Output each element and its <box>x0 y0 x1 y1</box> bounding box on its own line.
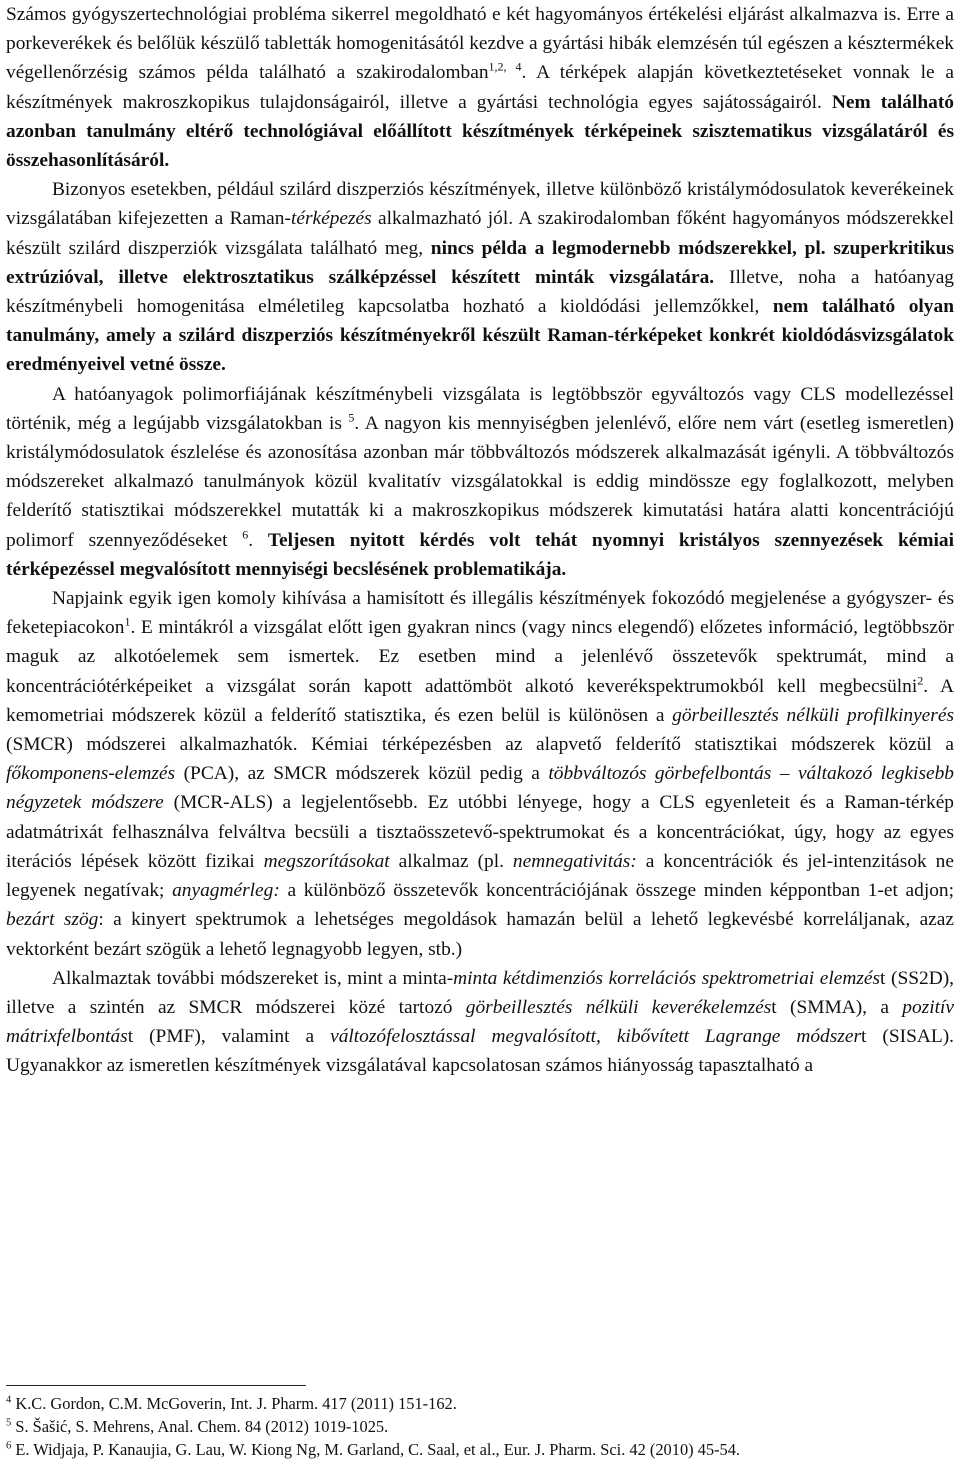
italic-term: változófelosztással megvalósított, kibővített Lagrange módszer <box>330 1026 861 1048</box>
text-run: t (SMMA), a <box>771 996 903 1018</box>
footnote-number: 6 <box>6 1440 12 1452</box>
text-run: . A térképek alapján következtetéseket vonnak le a készítmények makroszkopikus tulajdonságairól, illetve a gyártási technológia egyes sajátosságairól. <box>6 62 955 113</box>
text-run: alkalmaz (pl. <box>389 850 513 872</box>
text-run: . A nagyon kis mennyiségben jelenlévő, előre nem várt (esetleg ismeretlen) kristálymódosulatok észlelése és azonosítása azonban már többváltozós módszerek alkalmazását igényli. A többváltozós módszereket alkalmazó tanulmányok közül kvalitatív vizsgálatokkal is eddig mindössze egy foglalkozott, melyben felderítő statisztikai módszerekkel mutatták ki a makroszkopikus módszerek kimutatási határa alatti koncentrációjú polimorf szennyeződéseket <box>6 412 954 551</box>
italic-term: térképezés <box>290 208 372 230</box>
text-run: t (SISAL). Ugyanakkor az ismeretlen készítmények vizsgálatával kapcsolatosan számos hiányosság tapasztalható a <box>6 1026 955 1077</box>
text-run: . E mintákról a vizsgálat előtt igen gyakran nincs (vagy nincs elegendő) előzetes információ, legtöbbször maguk az alkotóelemek sem ismertek. Ez esetben mind a jelenlévő összetevők spektrumát, mind a koncentrációtérképeiket a vizsgálat során kapott adattömböt alkotó keverékspektrumokból kell megbecsülni <box>6 617 954 697</box>
citation-ref: 6 <box>242 527 249 542</box>
italic-term: megszorításokat <box>263 850 390 872</box>
text-run: . A kemometriai módszerek közül a felderítő statisztika, és ezen belül is különösen a <box>6 675 954 726</box>
italic-term: bezárt szög <box>6 909 99 931</box>
footnote-text: K.C. Gordon, C.M. McGoverin, Int. J. Pharm. 417 (2011) 151-162. <box>15 1394 457 1413</box>
italic-term: görbeillesztés nélküli profilkinyerés <box>672 704 954 726</box>
text-run: (PCA), az SMCR módszerek közül pedig a <box>175 763 549 785</box>
bold-text: Teljesen nyitott kérdés volt tehát nyomnyi kristályos szennyezések kémiai térképezéssel megvalósított mennyiségi becslésének problematikája. <box>6 529 954 580</box>
paragraph <box>6 964 954 1081</box>
text-run: t (PMF), valamint a <box>127 1026 331 1048</box>
citation-ref: 2 <box>917 673 924 688</box>
text-run: Napjaink egyik igen komoly kihívása a hamisított és illegális készítmények fokozódó megjelenése a gyógyszer- és feketepiacokon <box>6 588 954 639</box>
footnote <box>6 1438 954 1461</box>
text-run: A hatóanyagok polimorfiájának készítménybeli vizsgálata is legtöbbször egyváltozós vagy CLS modellezéssel történik, még a legújabb vizsgálatokban is <box>6 383 954 434</box>
footnote <box>6 1392 954 1415</box>
footnote-number: 5 <box>6 1417 12 1429</box>
italic-term: főkomponens-elemzés <box>6 763 176 785</box>
text-run: t (SS2D), illetve a szintén az SMCR módszerei közé tartozó <box>6 967 955 1018</box>
paragraph <box>6 380 954 584</box>
text-run: : a kinyert spektrumok a lehetséges megoldások hamazán belül a lehető legkevésbé korreláljanak, azaz vektorként bezárt szögük a lehető legnagyobb legyen, stb.) <box>6 909 955 960</box>
italic-term: pozitív mátrixfelbontás <box>6 996 954 1048</box>
footnote-text: S. Šašić, S. Mehrens, Anal. Chem. 84 (2012) 1019-1025. <box>15 1417 389 1437</box>
body-text <box>6 0 954 1081</box>
footnote-text: E. Widjaja, P. Kanaujia, G. Lau, W. Kiong Ng, M. Garland, C. Saal, et al., Eur. J. Pharm. Sci. 42 (2010) 45-54. <box>15 1440 741 1460</box>
text-run: (SMCR) módszerei alkalmazhatók. Kémiai térképezésben az alapvető felderítő statisztikai módszerek közül a <box>6 734 954 756</box>
bold-text: Nem található azonban tanulmány eltérő technológiával előállított készítmények térképeinek szisztematikus vizsgálatáról és összehasonlításáról. <box>6 91 954 172</box>
text-run: a különböző összetevők koncentrációjának összege minden képpontban 1-et adjon; <box>279 880 954 902</box>
paragraph <box>6 584 954 964</box>
footnote-separator <box>6 1385 306 1386</box>
footnotes <box>6 1392 954 1462</box>
italic-term: minta kétdimenziós korrelációs spektrometriai elemzés <box>453 967 881 989</box>
italic-term: anyagmérleg: <box>172 880 280 902</box>
paragraph <box>6 0 954 175</box>
bold-text: nincs példa a legmodernebb módszerekkel, pl. szuperkritikus extrúzióval, illetve elektrosztatikus szálképzéssel készített minták vizsgálatára. <box>6 237 954 288</box>
text-run: Bizonyos esetekben, például szilárd diszperziós készítmények, illetve különböző kristálymódosulatok keverékeinek vizsgálatában kifejezetten a Raman- <box>6 179 954 230</box>
paragraph <box>6 175 954 379</box>
text-run: Számos gyógyszertechnológiai probléma sikerrel megoldható e két hagyományos értékelési eljárást alkalmazva is. Erre a porkeverékek és belőlük készülő tabletták homogenitásától kezdve a gyártási hibák elemzésén túl egészen a késztermékek végellenőrzésig számos példa található a szakirodalomban <box>6 4 954 84</box>
citation-ref: 1 <box>124 614 131 629</box>
italic-term: többváltozós görbefelbontás – váltakozó legkisebb négyzetek módszere <box>6 763 954 814</box>
footnote-number: 4 <box>6 1394 12 1406</box>
italic-term: nemnegativitás: <box>512 850 637 872</box>
text-run: . <box>248 529 268 551</box>
text-run: alkalmazható jól. A szakirodalomban főként hagyományos módszerekkel készült szilárd diszperziók vizsgálata található meg, <box>6 208 954 259</box>
citation-ref: 1,2, 4 <box>488 59 522 74</box>
text-run: a koncentrációk és jel-intenzitások ne legyenek negatívak; <box>6 850 954 902</box>
text-run: (MCR-ALS) a legjelentősebb. Ez utóbbi lényege, hogy a CLS egyenleteit és a Raman-térkép adatmátrixát felhasználva felváltva becsüli a tisztaösszetevő-spektrumokat és a koncentrációkat, úgy, hogy az egyes iterációs lépések között fizikai <box>6 792 954 872</box>
bold-text: nem található olyan tanulmány, amely a szilárd diszperziós készítményekről készült Raman-térképeket konkrét kioldódásvizsgálatok eredményeivel vetné össze. <box>6 296 954 376</box>
text-run: Illetve, noha a hatóanyag készítménybeli homogenitása elméletileg kapcsolatba hozható a kioldódási jellemzőkkel, <box>6 266 954 318</box>
citation-ref: 5 <box>348 410 355 425</box>
text-run: Alkalmaztak további módszereket is, mint a minta- <box>52 967 454 989</box>
italic-term: görbeillesztés nélküli keverékelemzés <box>465 996 772 1018</box>
footnote <box>6 1415 954 1438</box>
